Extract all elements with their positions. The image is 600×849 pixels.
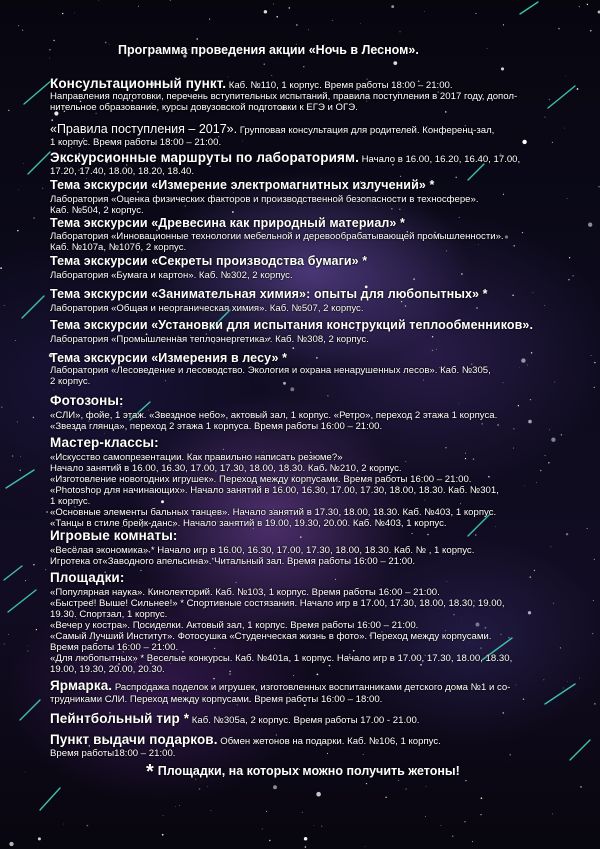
footnote-star: * — [146, 761, 154, 783]
areas-line: «Для любопытных» * Веселые конкурсы. Каб. №401а, 1 корпус. Начало игр в 17.00, 17.30, 18.00, 18.30, — [50, 653, 513, 664]
photo-line: «СЛИ», фойе, 1 этаж. «Звездное небо», актовый зал, 1 корпус. «Ретро», переход 2 этажа 1 корпуса. — [50, 410, 498, 421]
paintball-heading: Пейнтбольный тир * — [50, 711, 190, 726]
master-line: «Photoshop для начинающих». Начало занятий в 16.00, 16.30, 17.00, 17.30, 18.00, 18.30. Каб. №301, — [50, 485, 499, 496]
fair-tail: Распродажа поделок и игрушек, изготовленных воспитанниками детского дома №1 и со- — [114, 682, 511, 693]
excursion-detail: Каб. №107а, №107б, 2 корпус. — [50, 242, 187, 253]
excursion-title: Тема экскурсии «Установки для испытания конструкций теплообменников». — [50, 318, 534, 332]
rules-line — [50, 124, 494, 136]
excursion-detail: Лаборатория «Общая и неорганическая химия». Каб. №507, 2 корпус. — [50, 303, 364, 314]
gifts-header-line — [50, 734, 441, 747]
excursions-header-line — [50, 152, 520, 165]
areas-line: «Быстрее! Выше! Сильнее!» * Спортивные состязания. Начало игр в 17.00, 17.30, 18.00, 18.30, 19.00, — [50, 598, 505, 609]
areas-line: «Вечер у костра». Посиделки. Актовый зал, 1 корпус. Время работы 16:00 – 21:00. — [50, 620, 419, 631]
rules-tail: Групповая консультация для родителей. Конференц-зал, — [239, 125, 495, 136]
areas-line: 19.00, 19.30, 20.00, 20.30. — [50, 664, 165, 675]
excursion-detail: Каб. №504, 2 корпус. — [50, 205, 144, 216]
excursion-detail: Лаборатория «Промышленная теплоэнергетика». Каб. №308, 2 корпус. — [50, 334, 369, 345]
areas-line: Время работы 16:00 – 21:00. — [50, 642, 179, 653]
excursion-title: Тема экскурсии «Измерение электромагнитных излучений» * — [50, 178, 435, 192]
excursion-title: Тема экскурсии «Занимательная химия»: опыты для любопытных» * — [50, 287, 488, 301]
consult-line: нительное образование, курсы довузовской подготовки к ЕГЭ и ОГЭ. — [50, 102, 358, 113]
areas-line: 19.30. Спортзал, 1 корпус. — [50, 609, 168, 620]
games-line: «Весёлая экономика» * Начало игр в 16.00, 16.30, 17.00, 17.30, 18.00, 18.30. Каб. № , 1 корпус. — [50, 545, 475, 556]
areas-line: «Популярная наука». Кинолекторий. Каб. №103, 1 корпус. Время работы 16:00 – 21:00. — [50, 587, 440, 598]
master-line: «Искусство самопрезентации. Как правильно написать резюме?» — [50, 452, 343, 463]
rules-line: 1 корпус. Время работы 18:00 – 21:00. — [50, 137, 222, 148]
footnote-text: Площадки, на которых можно получить жетоны! — [157, 764, 460, 778]
master-line: «Танцы в стиле брейк-данс». Начало занятий в 19.00, 19.30, 20.00. Каб. №403, 1 корпус. — [50, 518, 447, 529]
games-heading: Игровые комнаты: — [50, 528, 178, 543]
fair-header-line — [50, 680, 510, 693]
gifts-line: Время работы18:00 – 21:00. — [50, 748, 176, 759]
master-heading: Мастер-классы: — [50, 435, 159, 450]
consult-tail: Каб. №110, 1 корпус. Время работы 18:00 – 21:00. — [228, 80, 453, 91]
master-line: «Основные элементы бальных танцев». Начало занятий в 17.30, 18.00, 18.30. Каб. №403, 1 корпус. — [50, 507, 497, 518]
fair-line: трудниками СЛИ. Переход между корпусами. Время работы 16:00 – 18:00. — [50, 694, 383, 705]
fair-heading: Ярмарка. — [50, 678, 113, 693]
gifts-tail: Обмен жетонов на подарки. Каб. №106, 1 корпус. — [220, 736, 441, 747]
games-line: Игротека от«Заводного апельсина». Читальный зал. Время работы 16:00 – 21:00. — [50, 556, 416, 567]
excursion-title: Тема экскурсии «Древесина как природный материал» * — [50, 216, 406, 230]
consult-heading: Консультационный пункт. — [50, 76, 227, 91]
master-line: «Изготовление новогодних игрушек». Переход между корпусами. Время работы 16:00 – 21:00. — [50, 474, 472, 485]
excursions-times: 17.20, 17.40, 18.00, 18.20, 18.40. — [50, 166, 195, 177]
photo-line: «Звезда глянца», переход 2 этажа 1 корпуса. Время работы 16:00 – 21:00. — [50, 421, 383, 432]
master-line: 1 корпус. — [50, 496, 91, 507]
paintball-line — [50, 713, 419, 726]
page-title: Программа проведения акции «Ночь в Лесном». — [118, 43, 419, 57]
excursion-detail: Лаборатория «Лесоведение и лесоводство. Экология и охрана ненарушенных лесов». Каб. №305, — [50, 365, 491, 376]
rules-title: «Правила поступления – 2017». — [50, 122, 238, 136]
master-line: Начало занятий в 16.00, 16.30, 17.00, 17.30, 18.00, 18.30. Каб. №210, 2 корпус. — [50, 463, 402, 474]
photo-heading: Фотозоны: — [50, 393, 124, 408]
excursion-detail: Лаборатория «Бумага и картон». Каб. №302, 2 корпус. — [50, 270, 293, 281]
paintball-tail: Каб. №305а, 2 корпус. Время работы 17.00 - 21.00. — [191, 715, 420, 726]
areas-heading: Площадки: — [50, 570, 125, 585]
footnote — [146, 761, 460, 783]
excursions-heading: Экскурсионные маршруты по лабораториям. — [50, 150, 359, 165]
consult-line: Направления подготовки, перечень вступительных испытаний, правила поступления в 2017 году, допол- — [50, 91, 518, 102]
gifts-heading: Пункт выдачи подарков. — [50, 732, 218, 747]
consult-header-line — [50, 78, 453, 91]
excursion-detail: Лаборатория «Оценка физических факторов и производственной безопасности в техносфере». — [50, 194, 479, 205]
areas-line: «Самый Лучший Институт». Фотосушка «Студенческая жизнь в фото». Переход между корпусами. — [50, 631, 492, 642]
excursion-detail: Лаборатория «Инновационные технологии мебельной и деревообрабатывающей промышленности». — [50, 231, 504, 242]
excursions-tail: Начало в 16.00, 16.20, 16.40, 17.00, — [361, 154, 521, 165]
excursion-title: Тема экскурсии «Секреты производства бумаги» * — [50, 254, 368, 268]
excursion-title: Тема экскурсии «Измерения в лесу» * — [50, 351, 288, 365]
excursion-detail: 2 корпус. — [50, 376, 91, 387]
